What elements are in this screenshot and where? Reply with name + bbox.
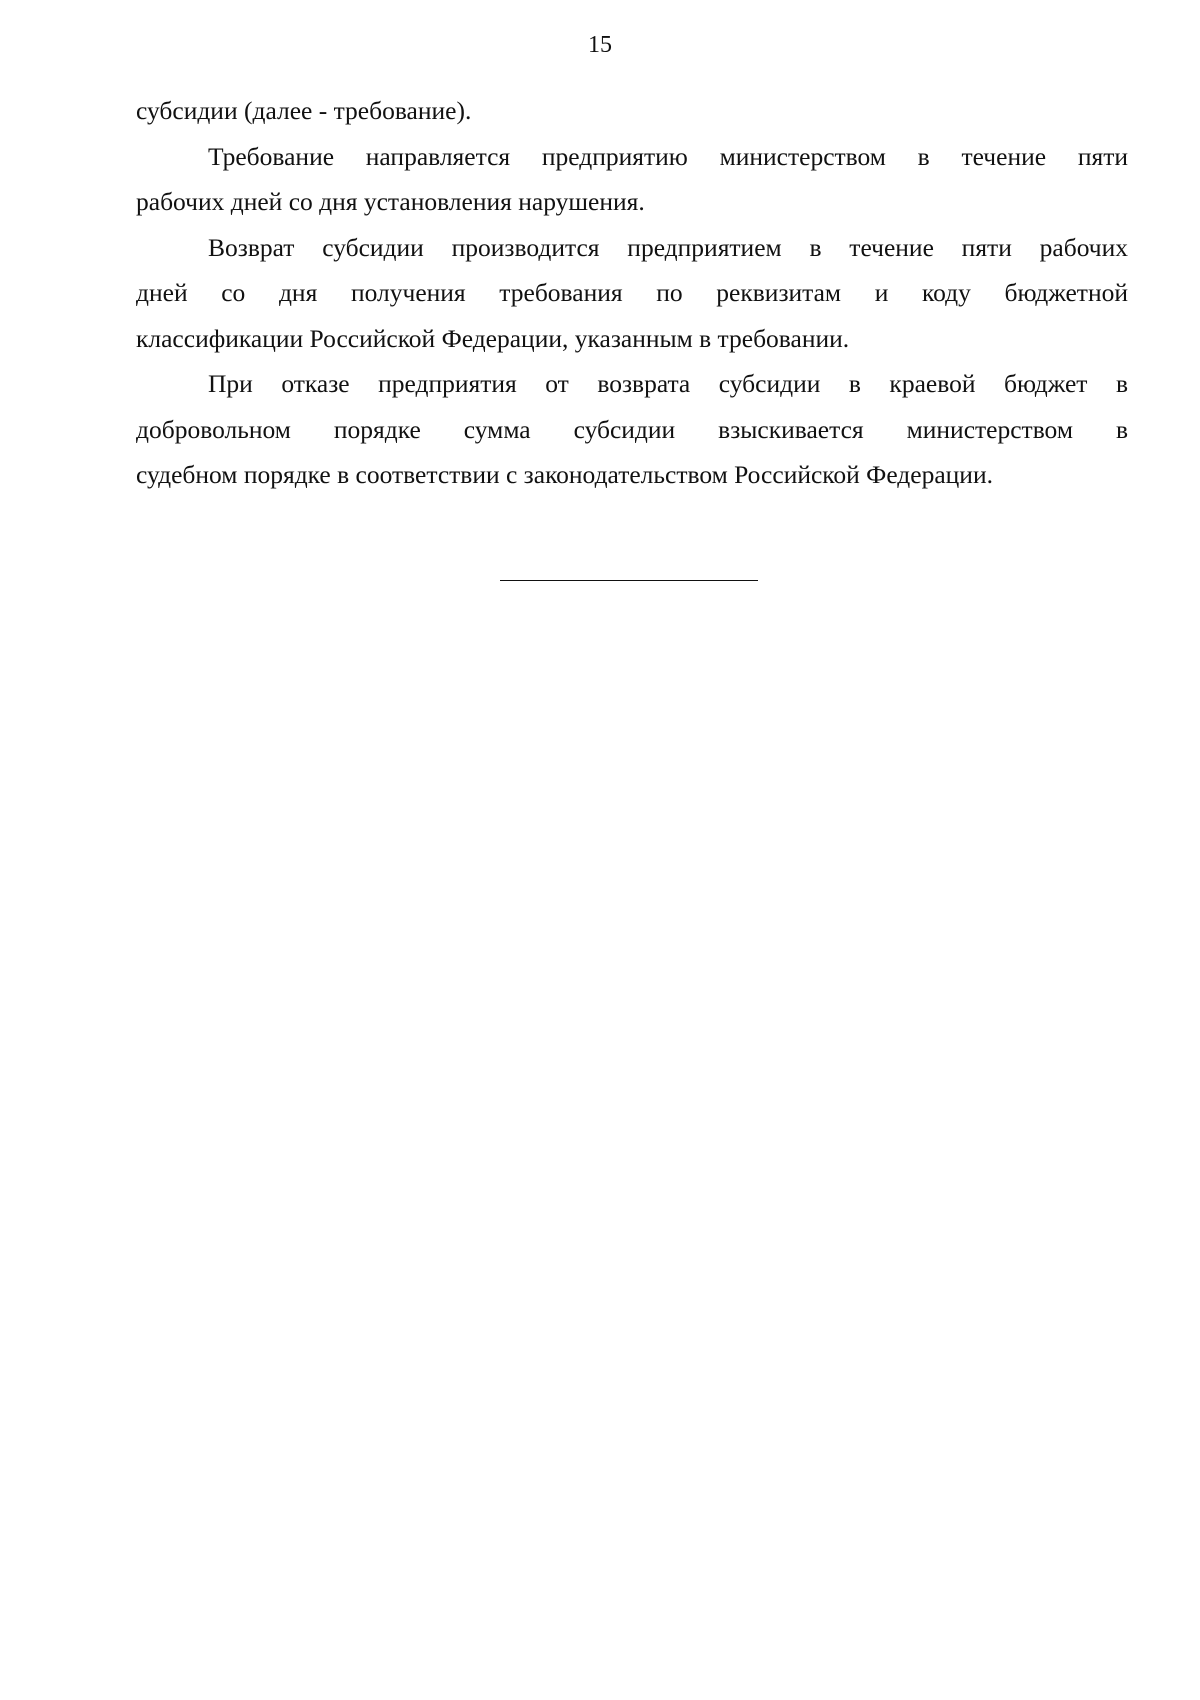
paragraph-continuation — [136, 88, 1128, 134]
text-line: рабочих дней со дня установления нарушения. — [136, 187, 645, 216]
paragraph-requirement-sending — [136, 134, 1128, 225]
text-line: При отказе предприятия от возврата субсидии в краевой бюджет в — [208, 369, 1128, 398]
paragraph-subsidy-return — [136, 225, 1128, 362]
text-line: Возврат субсидии производится предприятием в течение пяти рабочих — [208, 232, 1128, 262]
page-number: 15 — [588, 32, 612, 58]
text-line: классификации Российской Федерации, указанным в требовании. — [136, 323, 850, 353]
text-line: дней со дня получения требования по реквизитам и коду бюджетной — [136, 278, 1128, 307]
end-of-document-separator — [500, 580, 758, 581]
text-line: Требование направляется предприятию министерством в течение пяти — [208, 141, 1128, 171]
text-line: судебном порядке в соответствии с законодательством Российской Федерации. — [136, 460, 993, 489]
text-line: добровольном порядке сумма субсидии взыскивается министерством в — [136, 414, 1128, 444]
document-body — [136, 88, 1128, 498]
text-line: субсидии (далее - требование). — [136, 96, 472, 125]
paragraph-refusal — [136, 361, 1128, 498]
